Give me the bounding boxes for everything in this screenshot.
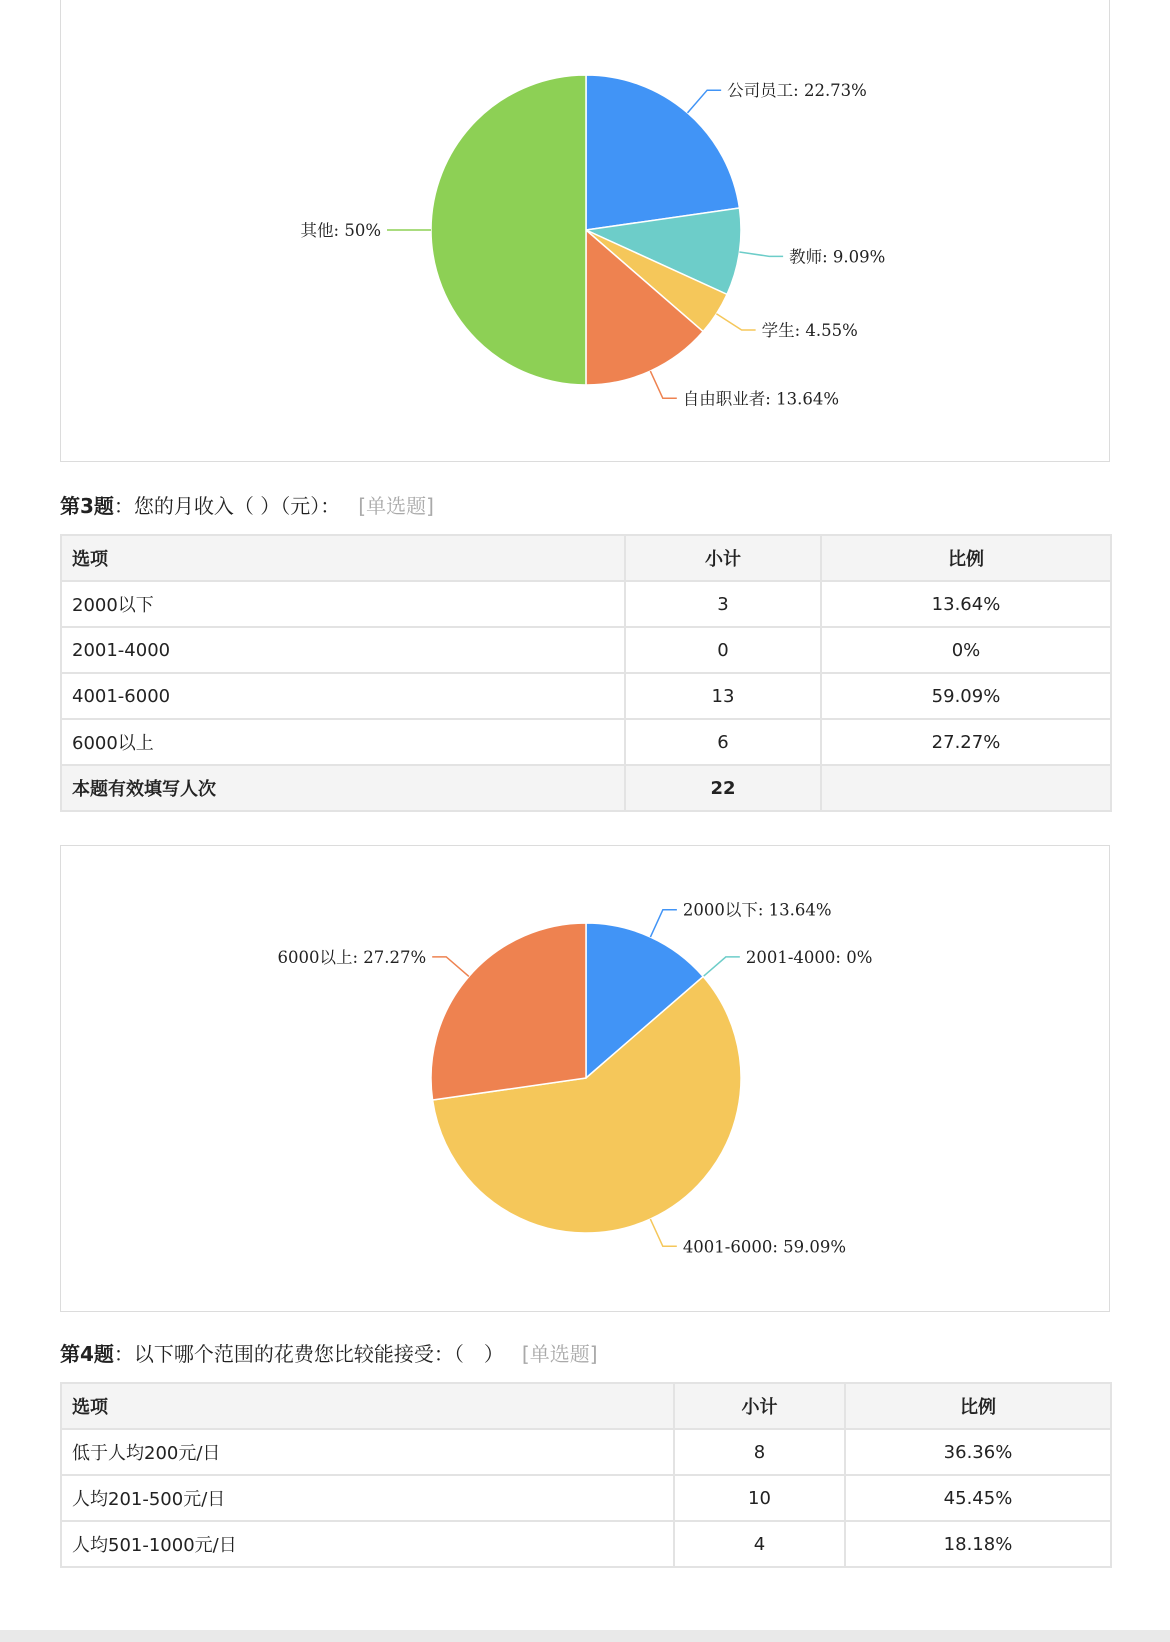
income-slice-3 [431, 923, 586, 1100]
occupation-slice-4 [431, 75, 586, 385]
row-option: 人均501-1000元/日 [61, 1521, 674, 1567]
income-slice-1-label: 2001-4000: 0% [745, 947, 873, 967]
occupation-slice-1-label: 教师: 9.09% [789, 247, 886, 267]
income-slice-0-leader-line [650, 910, 676, 937]
occupation-slice-4-label: 其他: 50% [300, 220, 381, 240]
table-header-row [61, 535, 1111, 581]
table-row [61, 627, 1111, 673]
total-label: 本题有效填写人次 [61, 765, 625, 811]
header-count: 小计 [625, 535, 821, 581]
header-count: 小计 [674, 1383, 845, 1429]
total-empty-cell [821, 765, 1111, 811]
table-row [61, 1521, 1111, 1567]
occupation-pie-svg [61, 0, 1109, 461]
row-percent: 59.09% [821, 673, 1111, 719]
occupation-slice-0 [586, 75, 739, 230]
question-4-title: 第4题：以下哪个范围的花费您比较能接受：（ ） [单选题] [60, 1342, 598, 1366]
row-count: 3 [625, 581, 821, 627]
header-percent: 比例 [821, 535, 1111, 581]
question-4-text: 以下哪个范围的花费您比较能接受：（ ） [133, 1342, 504, 1366]
page-bottom-edge [0, 1630, 1170, 1642]
row-percent: 18.18% [845, 1521, 1111, 1567]
question-3-text: 您的月收入（ ）（元）： [133, 494, 341, 518]
header-option: 选项 [61, 1383, 674, 1429]
row-count: 6 [625, 719, 821, 765]
row-count: 10 [674, 1475, 845, 1521]
occupation-slice-0-leader-line [688, 90, 722, 113]
question-3-type: [单选题] [358, 494, 434, 518]
occupation-slice-2-label: 学生: 4.55% [761, 321, 858, 341]
row-option: 4001-6000 [61, 673, 625, 719]
occupation-slice-1-leader-line [739, 252, 783, 256]
row-option: 2001-4000 [61, 627, 625, 673]
row-percent: 36.36% [845, 1429, 1111, 1475]
question-3-number: 第3题 [60, 494, 114, 518]
table-total-row [61, 765, 1111, 811]
row-percent: 27.27% [821, 719, 1111, 765]
table-header-row [61, 1383, 1111, 1429]
income-slice-3-label: 6000以上: 27.27% [277, 947, 427, 967]
row-percent: 0% [821, 627, 1111, 673]
question-3-title: 第3题：您的月收入（ ）（元）： [单选题] [60, 494, 434, 518]
row-count: 13 [625, 673, 821, 719]
income-pie-chart [60, 845, 1110, 1312]
table-row [61, 673, 1111, 719]
table-row [61, 1429, 1111, 1475]
income-slice-2-leader-line [650, 1219, 676, 1246]
row-option: 2000以下 [61, 581, 625, 627]
row-option: 低于人均200元/日 [61, 1429, 674, 1475]
row-count: 8 [674, 1429, 845, 1475]
row-count: 0 [625, 627, 821, 673]
question-4-number: 第4题 [60, 1342, 114, 1366]
header-percent: 比例 [845, 1383, 1111, 1429]
table-row [61, 581, 1111, 627]
table-row [61, 719, 1111, 765]
occupation-slice-0-label: 公司员工: 22.73% [727, 81, 867, 101]
income-pie-svg [61, 846, 1109, 1311]
income-slice-3-leader-line [432, 957, 469, 977]
row-percent: 45.45% [845, 1475, 1111, 1521]
income-slice-0-label: 2000以下: 13.64% [682, 900, 832, 920]
row-option: 人均201-500元/日 [61, 1475, 674, 1521]
row-count: 4 [674, 1521, 845, 1567]
occupation-pie-chart [60, 0, 1110, 462]
income-slice-1-leader-line [703, 957, 740, 977]
row-percent: 13.64% [821, 581, 1111, 627]
question-4-type: [单选题] [521, 1342, 598, 1366]
question-4-table [60, 1382, 1112, 1568]
total-count: 22 [625, 765, 821, 811]
row-option: 6000以上 [61, 719, 625, 765]
occupation-slice-3-leader-line [650, 371, 676, 398]
occupation-slice-3-label: 自由职业者: 13.64% [682, 389, 840, 409]
table-row [61, 1475, 1111, 1521]
occupation-slice-2-leader-line [716, 314, 755, 330]
income-slice-2-label: 4001-6000: 59.09% [682, 1237, 847, 1257]
question-3-table [60, 534, 1112, 812]
header-option: 选项 [61, 535, 625, 581]
